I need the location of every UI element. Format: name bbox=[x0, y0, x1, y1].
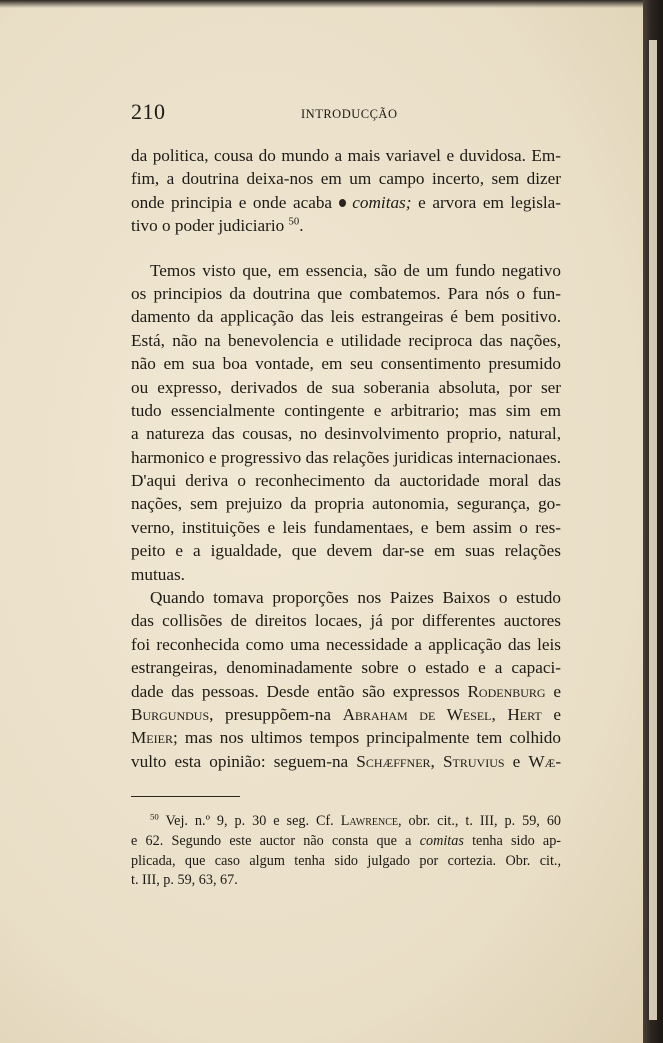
text-line: mutuas. bbox=[131, 564, 185, 584]
text-line: tudo essencialmente contingente e arbitrario; mas sim em bbox=[131, 400, 561, 420]
ink-blot bbox=[339, 199, 346, 207]
author-name: Wæ- bbox=[528, 751, 562, 771]
italic-term: comitas; bbox=[352, 192, 412, 212]
text-line: tivo o poder judiciario $^{50}$. bbox=[131, 216, 304, 236]
page-number: 210 bbox=[131, 99, 166, 124]
text-line: ou expresso, derivados de sua soberania absoluta, por ser bbox=[131, 377, 561, 397]
text-line: foi reconhecida como uma necessidade a applicação das leis bbox=[131, 634, 561, 654]
text-line: onde principia e onde acaba comitas; e arvora em legisla- bbox=[131, 192, 562, 212]
paragraph-3 bbox=[131, 586, 561, 773]
text-line: damento da applicação das leis estrangeiras é bem positivo. bbox=[131, 307, 561, 327]
text-line: estrangeiras, denominadamente sobre o estado e a capaci- bbox=[131, 658, 561, 678]
footnote-ref: 50 bbox=[288, 216, 300, 228]
author-name: Lawrence bbox=[340, 813, 398, 829]
footnote-marker: 50 bbox=[150, 811, 159, 822]
text-line: Meier; mas nos ultimos tempos principalmente tem colhido bbox=[131, 728, 561, 748]
paragraph-1 bbox=[131, 144, 561, 238]
text-line: os principios da doutrina que combatemos. Para nós o fun- bbox=[131, 283, 561, 303]
author-name: Burgundus bbox=[131, 704, 210, 724]
footnote-line: t. III, p. 59, 63, 67. bbox=[131, 872, 238, 889]
page-header bbox=[131, 99, 561, 127]
author-name: Struvius bbox=[442, 751, 505, 771]
paragraph-2 bbox=[131, 259, 561, 586]
text-line: verno, instituições e leis fundamentaes, e bem assim o res- bbox=[131, 517, 561, 537]
text-line: D'aqui deriva o reconhecimento da auctoridade moral das bbox=[131, 471, 561, 491]
text-line: não em sua boa vontade, em seu consentimento presumido bbox=[131, 354, 561, 374]
footnote-line: e 62. Segundo este auctor não consta que a comitas tenha sido ap- bbox=[131, 832, 562, 849]
body-text bbox=[131, 144, 561, 773]
author-name: Hert bbox=[507, 704, 542, 724]
footnote-rule bbox=[131, 796, 240, 797]
text-line: fim, a doutrina deixa-nos em um campo incerto, sem dizer bbox=[131, 169, 561, 189]
text-line: da politica, cousa do mundo a mais variavel e duvidosa. Em- bbox=[131, 146, 561, 165]
author-name: Meier bbox=[131, 728, 173, 748]
text-line: peito e a igualdade, que devem dar-se em suas relações bbox=[131, 541, 561, 561]
footnote-line: plicada, que caso algum tenha sido julgado por cortezia. Obr. cit., bbox=[131, 852, 561, 869]
footnote-line: $^{50}$ Vej. n.º 9, p. 30 e seg. Cf. Lawrence, obr. cit., t. III, p. 59, 60 bbox=[150, 811, 562, 829]
author-name: Rodenburg bbox=[467, 681, 546, 701]
paragraph-gap bbox=[131, 238, 561, 259]
next-page-edge bbox=[649, 40, 657, 1020]
author-name: Abraham de Wesel bbox=[342, 704, 492, 724]
text-line: das collisões de direitos locaes, já por differentes auctores bbox=[131, 611, 561, 631]
italic-term: comitas bbox=[419, 832, 464, 849]
text-line: vulto esta opinião: seguem-na Schæffner, Struvius e Wæ- bbox=[131, 751, 562, 771]
page-top-shadow bbox=[0, 0, 643, 8]
footnote bbox=[131, 812, 561, 891]
text-line: dade das pessoas. Desde então são expressos Rodenburg e bbox=[131, 681, 562, 701]
book-edge bbox=[643, 0, 663, 1043]
text-line: a natureza das cousas, no desinvolvimento proprio, natural, bbox=[131, 424, 561, 444]
text-line: Temos visto que, em essencia, são de um fundo negativo bbox=[150, 260, 561, 280]
text-line: nações, sem prejuizo da propria autonomia, segurança, go- bbox=[131, 494, 561, 514]
author-name: Schæffner bbox=[356, 751, 431, 771]
text-line: Quando tomava proporções nos Paizes Baixos o estudo bbox=[150, 588, 561, 608]
running-head: INTRODUCÇÃO bbox=[301, 107, 398, 121]
text-line: harmonico e progressivo das relações juridicas internacionaes. bbox=[131, 447, 561, 467]
text-line: Burgundus, presuppõem-na Abraham de Wesel, Hert e bbox=[131, 704, 561, 724]
text-line: Está, não na benevolencia e utilidade reciproca das nações, bbox=[131, 330, 561, 350]
